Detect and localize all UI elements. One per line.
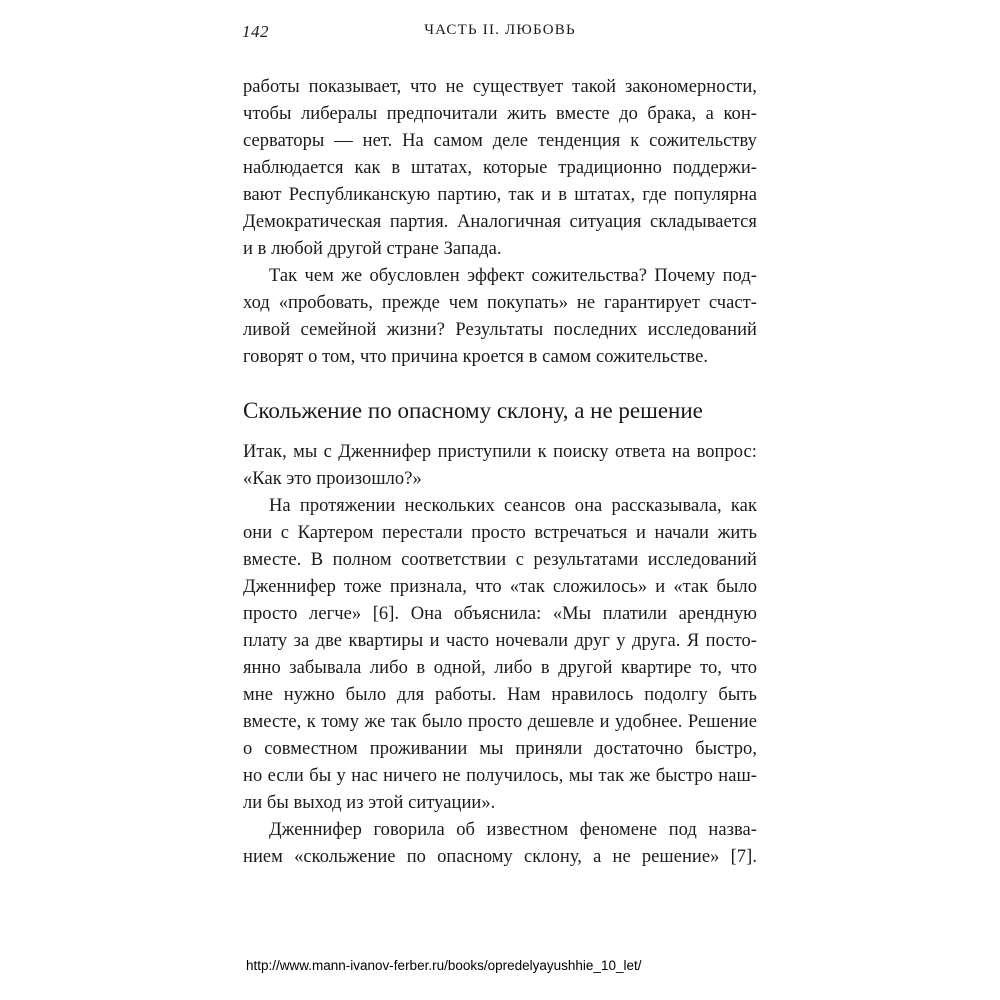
text-line: ход «пробовать, прежде чем покупать» не гарантирует счаст- xyxy=(243,293,757,313)
text-line: говорят о том, что причина кроется в самом сожительстве. xyxy=(243,347,709,367)
text-line: вают Республиканскую партию, так и в штатах, где популярна xyxy=(243,185,757,205)
source-url: http://www.mann-ivanov-ferber.ru/books/opredelyayushhie_10_let/ xyxy=(246,958,642,973)
page-header xyxy=(242,22,758,46)
text-line: ли бы выход из этой ситуации». xyxy=(243,793,496,813)
text-line: Итак, мы с Дженнифер приступили к поиску ответа на вопрос: xyxy=(243,442,757,462)
text-line: вместе, к тому же так было просто дешевле и удобнее. Решение xyxy=(243,712,757,732)
text-line: нием «скольжение по опасному склону, а не решение» [7]. xyxy=(243,847,757,867)
text-line: серваторы — нет. На самом деле тенденция к сожительству xyxy=(243,131,757,151)
text-line: наблюдается как в штатах, которые традиционно поддержи- xyxy=(243,158,757,178)
paragraph xyxy=(243,263,757,371)
running-head: ЧАСТЬ II. ЛЮБОВЬ xyxy=(424,22,576,38)
text-line: они с Картером перестали просто встречаться и начали жить xyxy=(243,523,757,543)
text-line: янно забывала либо в одной, либо в другой квартире то, что xyxy=(243,658,757,678)
text-line: Демократическая партия. Аналогичная ситуация складывается xyxy=(243,212,757,232)
text-line: ливой семейной жизни? Результаты последних исследований xyxy=(243,320,757,340)
paragraph xyxy=(243,74,757,263)
page-number: 142 xyxy=(242,22,269,41)
text-line: мне нужно было для работы. Нам нравилось подолгу быть xyxy=(243,685,757,705)
text-line: Дженнифер говорила об известном феномене под назва- xyxy=(269,820,757,840)
text-line: Дженнифер тоже признала, что «так сложилось» и «так было xyxy=(243,577,757,597)
text-line: о совместном проживании мы приняли достаточно быстро, xyxy=(243,739,757,759)
text-line: На протяжении нескольких сеансов она рассказывала, как xyxy=(269,496,757,516)
paragraph xyxy=(243,817,757,871)
paragraph xyxy=(243,439,757,493)
text-line: чтобы либералы предпочитали жить вместе до брака, а кон- xyxy=(243,104,757,124)
text-line: Так чем же обусловлен эффект сожительства? Почему под- xyxy=(269,266,757,286)
body-text xyxy=(243,74,757,871)
paragraph xyxy=(243,493,757,817)
text-line: но если бы у нас ничего не получилось, мы так же быстро наш- xyxy=(243,766,757,786)
text-line: работы показывает, что не существует такой закономерности, xyxy=(243,77,757,97)
section-heading: Скольжение по опасному склону, а не решение xyxy=(243,398,703,423)
text-line: вместе. В полном соответствии с результатами исследований xyxy=(243,550,757,570)
text-line: плату за две квартиры и часто ночевали друг у друга. Я посто- xyxy=(243,631,757,651)
text-line: «Как это произошло?» xyxy=(243,469,422,489)
text-line: и в любой другой стране Запада. xyxy=(243,239,502,259)
text-line: просто легче» [6]. Она объяснила: «Мы платили арендную xyxy=(243,604,757,624)
